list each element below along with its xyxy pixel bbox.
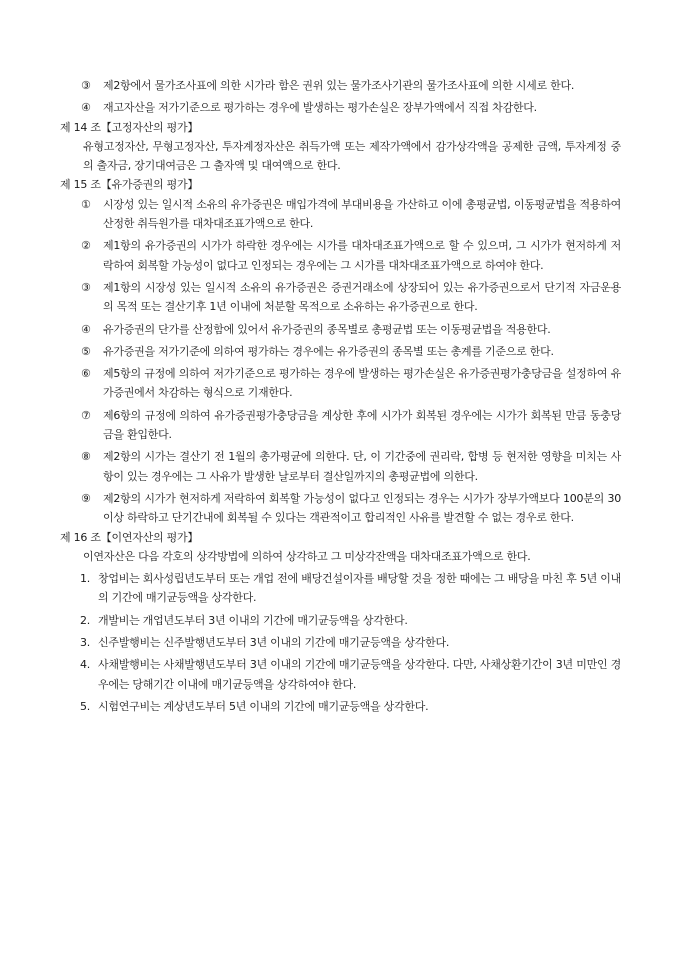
item-marker: 2. [80,613,90,627]
article-15-item-5 [81,342,621,361]
item-marker: ⑤ [81,344,91,358]
item-marker: 3. [80,636,90,650]
article-15-item-4 [81,320,621,339]
item-text: 제1항의 시장성 있는 일시적 소유의 유가증권은 증권거래소에 상장되어 있는 유가증권으로서 단기적 자금운용의 목적 또는 결산기후 1년 이내에 처분할 목적으로 소유하는 유가증권으로 한다. [103,280,621,314]
article-16-item-2 [80,611,621,630]
article-15-item-8 [81,447,621,486]
item-text: 제6항의 규정에 의하여 유가증권평가충당금을 계상한 후에 시가가 회복된 경우에는 시가가 회복된 만큼 동충당금을 환입한다. [103,408,621,442]
article-15-item-2 [81,236,621,275]
article-15-item-3 [81,278,621,317]
article-16-item-4 [80,655,621,694]
item-marker: 4. [80,658,90,672]
article-16-item-1 [80,569,621,608]
article-13-item-3 [81,76,621,95]
item-text: 제5항의 규정에 의하여 저가기준으로 평가하는 경우에 발생하는 평가손실은 유가증권평가충당금을 설정하여 유가증권에서 차감하는 형식으로 기재한다. [103,367,621,400]
article-15-item-6 [81,364,621,403]
item-text: 제2항의 시가는 결산기 전 1월의 총가평균에 의한다. 단, 이 기간중에 권리락, 합병 등 현저한 영향을 미치는 사항이 있는 경우에는 그 사유가 발생한 날로부터 결산일까지의 총평균법에 의한다. [103,450,621,483]
item-text: 사채발행비는 사채발행년도부터 3년 이내의 기간에 매기균등액을 상각한다. 다만, 사채상환기간이 3년 미만인 경우에는 당해기간 이내에 매기균등액을 상각하여야 한다. [98,658,621,691]
article-15-heading: 제 15 조【유가증권의 평가】 [60,178,199,192]
article-15-item-9 [81,489,621,528]
item-marker: ④ [81,101,91,115]
article-16-heading: 제 16 조【이연자산의 평가】 [60,530,199,544]
article-14-heading: 제 14 조【고정자산의 평가】 [60,120,199,134]
item-text: 개발비는 개업년도부터 3년 이내의 기간에 매기균등액을 상각한다. [98,613,408,627]
item-marker: ④ [81,322,91,336]
article-14-body: 유형고정자산, 무형고정자산, 투자계정자산은 취득가액 또는 제작가액에서 감가상각액을 공제한 금액, 투자계정 중의 출자금, 장기대여금은 그 출자액 및 대여액으로 한다. [83,139,621,173]
item-marker: ⑦ [81,408,91,422]
item-text: 재고자산을 저가기준으로 평가하는 경우에 발생하는 평가손실은 장부가액에서 직접 차감한다. [103,101,537,115]
article-16-body: 이연자산은 다음 각호의 상각방법에 의하여 상각하고 그 미상각잔액을 대차대조표가액으로 한다. [83,549,531,563]
item-marker: ⑧ [81,450,91,464]
item-text: 창업비는 회사성립년도부터 또는 개업 전에 배당건설이자를 배당할 것을 정한 때에는 그 배당을 마친 후 5년 이내의 기간에 매기균등액을 상각한다. [98,572,621,605]
article-13-item-4 [81,98,621,117]
item-text: 시장성 있는 일시적 소유의 유가증권은 매입가격에 부대비용을 가산하고 이에 총평균법, 이동평균법을 적용하여 산정한 취득원가를 대차대조표가액으로 한다. [103,197,621,231]
item-marker: ① [81,197,91,211]
item-text: 신주발행비는 신주발행년도부터 3년 이내의 기간에 매기균등액을 상각한다. [98,636,450,650]
item-text: 유가증권을 저가기준에 의하여 평가하는 경우에는 유가증권의 종목별 또는 총계를 기준으로 한다. [103,344,554,358]
item-marker: ③ [81,79,91,92]
article-16-item-5 [80,697,621,716]
item-text: 제2항의 시가가 현저하게 저락하여 회복할 가능성이 없다고 인정되는 경우는 시가가 장부가액보다 100분의 30 이상 하락하고 단기간내에 회복될 수 있다는 객관적이고 합리적인 사유를 발견할 수 없는 경우로 한다. [103,491,621,525]
item-text: 제2항에서 물가조사표에 의한 시가라 함은 권위 있는 물가조사기관의 물가조사표에 의한 시세로 한다. [103,79,575,92]
item-marker: ⑨ [81,491,91,505]
item-text: 시험연구비는 계상년도부터 5년 이내의 기간에 매기균등액을 상각한다. [98,699,429,713]
item-marker: ③ [81,280,91,294]
item-marker: ⑥ [81,367,91,381]
item-marker: ② [81,239,91,253]
item-text: 유가증권의 단가를 산정함에 있어서 유가증권의 종목별로 총평균법 또는 이동평균법을 적용한다. [103,322,551,336]
item-text: 제1항의 유가증권의 시가가 하락한 경우에는 시가를 대차대조표가액으로 할 수 있으며, 그 시가가 현저하게 저락하여 회복할 가능성이 없다고 인정되는 경우에는 그 시가를 대차대조표가액으로 하여야 한다. [103,239,621,272]
item-marker: 1. [80,572,90,586]
article-15-item-7 [81,406,621,445]
item-marker: 5. [80,699,90,713]
article-16-item-3 [80,633,621,652]
article-15-item-1 [81,195,621,234]
